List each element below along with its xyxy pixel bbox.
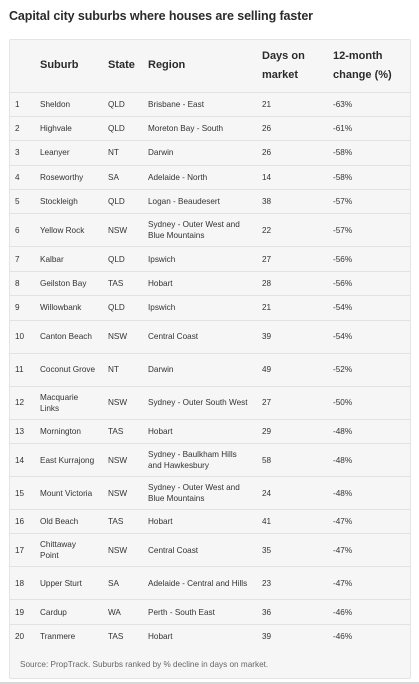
region-cell: Hobart <box>142 271 256 295</box>
header-12-month-change: 12-month change (%) <box>333 49 392 81</box>
rank-cell: 6 <box>10 214 34 247</box>
suburb-cell: Mount Victoria <box>34 477 102 510</box>
table-row <box>10 92 410 116</box>
region-cell: Hobart <box>142 624 256 648</box>
change-cell: -58% <box>327 165 410 189</box>
days-cell: 35 <box>256 534 327 567</box>
table-row <box>10 271 410 295</box>
rank-cell: 10 <box>10 320 34 353</box>
rank-cell: 20 <box>10 624 34 648</box>
days-cell: 58 <box>256 444 327 477</box>
days-cell: 26 <box>256 116 327 140</box>
region-cell: Sydney - Outer West and Blue Mountains <box>142 477 256 510</box>
suburb-cell: Tranmere <box>34 624 102 648</box>
table-row <box>10 624 410 648</box>
state-cell: TAS <box>102 510 142 534</box>
change-cell: -54% <box>327 320 410 353</box>
state-cell: TAS <box>102 271 142 295</box>
table-row <box>10 353 410 386</box>
rank-cell: 14 <box>10 444 34 477</box>
table-row <box>10 386 410 419</box>
table-row <box>10 165 410 189</box>
change-cell: -48% <box>327 477 410 510</box>
change-cell: -48% <box>327 444 410 477</box>
change-cell: -47% <box>327 567 410 600</box>
suburb-cell: Cardup <box>34 600 102 624</box>
days-cell: 38 <box>256 190 327 214</box>
state-cell: NT <box>102 353 142 386</box>
days-cell: 24 <box>256 477 327 510</box>
days-cell: 22 <box>256 214 327 247</box>
header-state: State <box>108 59 135 72</box>
table-row <box>10 600 410 624</box>
state-cell: QLD <box>102 296 142 320</box>
suburb-cell: Willowbank <box>34 296 102 320</box>
state-cell: TAS <box>102 624 142 648</box>
state-cell: WA <box>102 600 142 624</box>
region-cell: Central Coast <box>142 320 256 353</box>
state-cell: SA <box>102 165 142 189</box>
days-cell: 28 <box>256 271 327 295</box>
region-cell: Sydney - Outer South West <box>142 386 256 419</box>
region-cell: Logan - Beaudesert <box>142 190 256 214</box>
suburb-cell: Geilston Bay <box>34 271 102 295</box>
table-row <box>10 510 410 534</box>
region-cell: Ipswich <box>142 247 256 271</box>
rank-cell: 18 <box>10 567 34 600</box>
days-cell: 21 <box>256 92 327 116</box>
rank-cell: 15 <box>10 477 34 510</box>
change-cell: -47% <box>327 534 410 567</box>
suburb-cell: Upper Sturt <box>34 567 102 600</box>
change-cell: -46% <box>327 624 410 648</box>
region-cell: Adelaide - Central and Hills <box>142 567 256 600</box>
region-cell: Hobart <box>142 510 256 534</box>
table-row <box>10 320 410 353</box>
state-cell: QLD <box>102 247 142 271</box>
suburb-cell: Stockleigh <box>34 190 102 214</box>
header-suburb: Suburb <box>40 59 79 72</box>
table-row <box>10 567 410 600</box>
header-region: Region <box>148 59 186 72</box>
state-cell: QLD <box>102 92 142 116</box>
header-days-on-market: Days on market <box>262 49 305 81</box>
suburbs-table <box>10 40 410 649</box>
table-row <box>10 116 410 140</box>
days-cell: 27 <box>256 386 327 419</box>
table-row <box>10 444 410 477</box>
region-cell: Sydney - Baulkham Hills and Hawkesbury <box>142 444 256 477</box>
region-cell: Perth - South East <box>142 600 256 624</box>
table-row <box>10 534 410 567</box>
change-cell: -46% <box>327 600 410 624</box>
days-cell: 49 <box>256 353 327 386</box>
table-row <box>10 419 410 443</box>
region-cell: Brisbane - East <box>142 92 256 116</box>
rank-cell: 13 <box>10 419 34 443</box>
rank-cell: 1 <box>10 92 34 116</box>
change-cell: -48% <box>327 419 410 443</box>
table-row <box>10 477 410 510</box>
region-cell: Adelaide - North <box>142 165 256 189</box>
suburb-cell: Old Beach <box>34 510 102 534</box>
days-cell: 23 <box>256 567 327 600</box>
region-cell: Darwin <box>142 353 256 386</box>
table-row <box>10 190 410 214</box>
days-cell: 21 <box>256 296 327 320</box>
change-cell: -52% <box>327 353 410 386</box>
suburb-cell: Kalbar <box>34 247 102 271</box>
change-cell: -57% <box>327 190 410 214</box>
suburb-cell: Mornington <box>34 419 102 443</box>
rank-cell: 3 <box>10 141 34 165</box>
state-cell: NT <box>102 141 142 165</box>
data-table-card <box>9 39 411 679</box>
state-cell: NSW <box>102 320 142 353</box>
change-cell: -47% <box>327 510 410 534</box>
suburb-cell: Coconut Grove <box>34 353 102 386</box>
days-cell: 39 <box>256 320 327 353</box>
rank-cell: 12 <box>10 386 34 419</box>
rank-cell: 16 <box>10 510 34 534</box>
state-cell: QLD <box>102 116 142 140</box>
days-cell: 39 <box>256 624 327 648</box>
rank-cell: 5 <box>10 190 34 214</box>
page-title: Capital city suburbs where houses are selling faster <box>9 9 313 23</box>
rank-cell: 9 <box>10 296 34 320</box>
days-cell: 26 <box>256 141 327 165</box>
region-cell: Hobart <box>142 419 256 443</box>
state-cell: TAS <box>102 419 142 443</box>
suburb-cell: Highvale <box>34 116 102 140</box>
change-cell: -57% <box>327 214 410 247</box>
region-cell: Darwin <box>142 141 256 165</box>
region-cell: Sydney - Outer West and Blue Mountains <box>142 214 256 247</box>
state-cell: NSW <box>102 214 142 247</box>
suburb-cell: Sheldon <box>34 92 102 116</box>
suburb-cell: East Kurrajong <box>34 444 102 477</box>
suburb-cell: Chittaway Point <box>34 534 102 567</box>
days-cell: 14 <box>256 165 327 189</box>
rank-cell: 17 <box>10 534 34 567</box>
change-cell: -56% <box>327 271 410 295</box>
region-cell: Central Coast <box>142 534 256 567</box>
days-cell: 29 <box>256 419 327 443</box>
suburb-cell: Roseworthy <box>34 165 102 189</box>
state-cell: NSW <box>102 477 142 510</box>
region-cell: Moreton Bay - South <box>142 116 256 140</box>
table-row <box>10 247 410 271</box>
state-cell: NSW <box>102 534 142 567</box>
change-cell: -54% <box>327 296 410 320</box>
change-cell: -56% <box>327 247 410 271</box>
source-note: Source: PropTrack. Suburbs ranked by % decline in days on market. <box>20 660 269 669</box>
state-cell: NSW <box>102 444 142 477</box>
rank-cell: 4 <box>10 165 34 189</box>
table-row <box>10 141 410 165</box>
suburb-cell: Yellow Rock <box>34 214 102 247</box>
rank-cell: 11 <box>10 353 34 386</box>
rank-cell: 7 <box>10 247 34 271</box>
table-row <box>10 296 410 320</box>
header-rank <box>10 40 34 92</box>
change-cell: -50% <box>327 386 410 419</box>
change-cell: -58% <box>327 141 410 165</box>
days-cell: 41 <box>256 510 327 534</box>
region-cell: Ipswich <box>142 296 256 320</box>
state-cell: SA <box>102 567 142 600</box>
suburb-cell: Leanyer <box>34 141 102 165</box>
state-cell: NSW <box>102 386 142 419</box>
days-cell: 27 <box>256 247 327 271</box>
rank-cell: 8 <box>10 271 34 295</box>
suburb-cell: Canton Beach <box>34 320 102 353</box>
change-cell: -63% <box>327 92 410 116</box>
rank-cell: 19 <box>10 600 34 624</box>
suburb-cell: Macquarie Links <box>34 386 102 419</box>
rank-cell: 2 <box>10 116 34 140</box>
days-cell: 36 <box>256 600 327 624</box>
state-cell: QLD <box>102 190 142 214</box>
table-row <box>10 214 410 247</box>
table-header-row <box>10 40 410 92</box>
change-cell: -61% <box>327 116 410 140</box>
